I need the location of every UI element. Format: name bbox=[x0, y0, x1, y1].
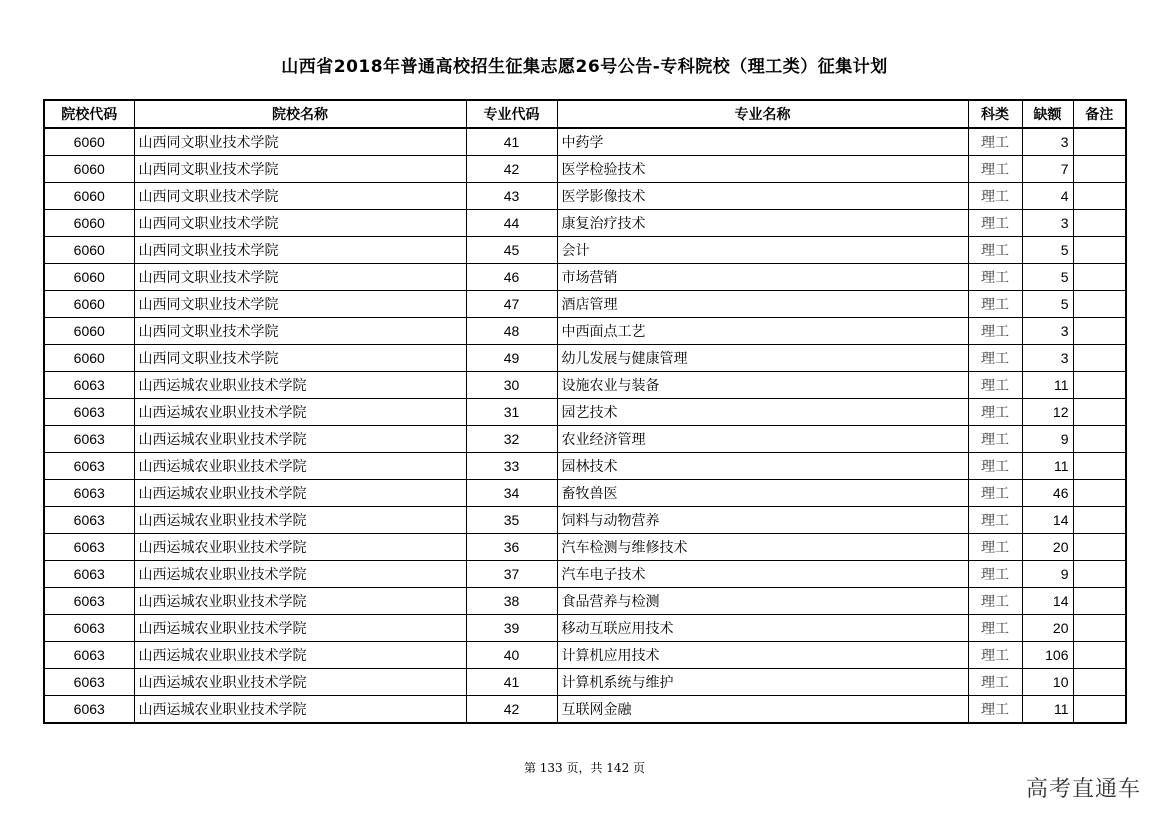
cell-school-code: 6063 bbox=[44, 669, 134, 696]
cell-vacancies: 3 bbox=[1022, 210, 1073, 237]
cell-school-code: 6063 bbox=[44, 615, 134, 642]
cell-school-code: 6060 bbox=[44, 291, 134, 318]
table-row bbox=[44, 291, 1126, 318]
cell-vacancies: 4 bbox=[1022, 183, 1073, 210]
cell-school-name: 山西运城农业职业技术学院 bbox=[134, 453, 466, 480]
cell-major-name: 幼儿发展与健康管理 bbox=[557, 345, 968, 372]
cell-school-code: 6063 bbox=[44, 480, 134, 507]
cell-school-code: 6060 bbox=[44, 128, 134, 156]
cell-school-name: 山西运城农业职业技术学院 bbox=[134, 615, 466, 642]
cell-category: 理工 bbox=[968, 318, 1022, 345]
cell-school-code: 6060 bbox=[44, 210, 134, 237]
cell-notes bbox=[1073, 507, 1126, 534]
cell-vacancies: 11 bbox=[1022, 696, 1073, 724]
cell-major-code: 47 bbox=[466, 291, 557, 318]
cell-school-name: 山西运城农业职业技术学院 bbox=[134, 507, 466, 534]
table-row bbox=[44, 372, 1126, 399]
cell-major-name: 计算机系统与维护 bbox=[557, 669, 968, 696]
cell-major-code: 49 bbox=[466, 345, 557, 372]
cell-school-name: 山西运城农业职业技术学院 bbox=[134, 696, 466, 724]
cell-category: 理工 bbox=[968, 453, 1022, 480]
cell-major-name: 设施农业与装备 bbox=[557, 372, 968, 399]
cell-school-name: 山西同文职业技术学院 bbox=[134, 264, 466, 291]
cell-category: 理工 bbox=[968, 588, 1022, 615]
cell-school-name: 山西同文职业技术学院 bbox=[134, 128, 466, 156]
table-header-row bbox=[44, 100, 1126, 128]
cell-school-code: 6063 bbox=[44, 642, 134, 669]
table-row bbox=[44, 399, 1126, 426]
cell-notes bbox=[1073, 183, 1126, 210]
cell-school-name: 山西同文职业技术学院 bbox=[134, 156, 466, 183]
cell-school-code: 6063 bbox=[44, 399, 134, 426]
cell-vacancies: 9 bbox=[1022, 426, 1073, 453]
cell-vacancies: 3 bbox=[1022, 345, 1073, 372]
cell-notes bbox=[1073, 588, 1126, 615]
cell-school-code: 6063 bbox=[44, 561, 134, 588]
table-row bbox=[44, 480, 1126, 507]
cell-category: 理工 bbox=[968, 156, 1022, 183]
cell-category: 理工 bbox=[968, 561, 1022, 588]
cell-school-code: 6063 bbox=[44, 453, 134, 480]
cell-school-name: 山西同文职业技术学院 bbox=[134, 210, 466, 237]
table-row bbox=[44, 453, 1126, 480]
cell-notes bbox=[1073, 264, 1126, 291]
cell-category: 理工 bbox=[968, 210, 1022, 237]
cell-major-name: 汽车检测与维修技术 bbox=[557, 534, 968, 561]
cell-school-code: 6063 bbox=[44, 372, 134, 399]
cell-major-name: 酒店管理 bbox=[557, 291, 968, 318]
cell-major-code: 35 bbox=[466, 507, 557, 534]
table-row bbox=[44, 426, 1126, 453]
cell-school-code: 6063 bbox=[44, 588, 134, 615]
cell-school-name: 山西运城农业职业技术学院 bbox=[134, 372, 466, 399]
cell-major-code: 40 bbox=[466, 642, 557, 669]
cell-vacancies: 46 bbox=[1022, 480, 1073, 507]
cell-notes bbox=[1073, 453, 1126, 480]
cell-vacancies: 14 bbox=[1022, 507, 1073, 534]
table-row bbox=[44, 642, 1126, 669]
cell-category: 理工 bbox=[968, 534, 1022, 561]
cell-notes bbox=[1073, 291, 1126, 318]
cell-category: 理工 bbox=[968, 372, 1022, 399]
cell-major-code: 46 bbox=[466, 264, 557, 291]
cell-major-name: 中西面点工艺 bbox=[557, 318, 968, 345]
table-row bbox=[44, 237, 1126, 264]
cell-vacancies: 3 bbox=[1022, 318, 1073, 345]
cell-school-code: 6063 bbox=[44, 507, 134, 534]
cell-major-name: 园艺技术 bbox=[557, 399, 968, 426]
cell-major-name: 汽车电子技术 bbox=[557, 561, 968, 588]
cell-major-code: 38 bbox=[466, 588, 557, 615]
cell-vacancies: 20 bbox=[1022, 534, 1073, 561]
cell-vacancies: 20 bbox=[1022, 615, 1073, 642]
cell-major-name: 医学影像技术 bbox=[557, 183, 968, 210]
cell-vacancies: 3 bbox=[1022, 128, 1073, 156]
cell-school-name: 山西运城农业职业技术学院 bbox=[134, 588, 466, 615]
cell-notes bbox=[1073, 696, 1126, 724]
table-row bbox=[44, 156, 1126, 183]
cell-category: 理工 bbox=[968, 696, 1022, 724]
cell-notes bbox=[1073, 642, 1126, 669]
table-row bbox=[44, 534, 1126, 561]
cell-vacancies: 10 bbox=[1022, 669, 1073, 696]
table-row bbox=[44, 264, 1126, 291]
cell-school-code: 6063 bbox=[44, 534, 134, 561]
cell-vacancies: 5 bbox=[1022, 291, 1073, 318]
cell-school-code: 6060 bbox=[44, 264, 134, 291]
cell-major-name: 市场营销 bbox=[557, 264, 968, 291]
cell-notes bbox=[1073, 615, 1126, 642]
enrollment-plan-table bbox=[43, 99, 1127, 724]
cell-major-name: 中药学 bbox=[557, 128, 968, 156]
cell-school-code: 6060 bbox=[44, 345, 134, 372]
cell-vacancies: 9 bbox=[1022, 561, 1073, 588]
cell-major-code: 44 bbox=[466, 210, 557, 237]
table-row bbox=[44, 507, 1126, 534]
cell-school-code: 6060 bbox=[44, 156, 134, 183]
cell-school-name: 山西运城农业职业技术学院 bbox=[134, 534, 466, 561]
col-header-school-code: 院校代码 bbox=[44, 100, 134, 128]
table-row bbox=[44, 183, 1126, 210]
table-body bbox=[44, 128, 1126, 723]
cell-major-code: 43 bbox=[466, 183, 557, 210]
cell-category: 理工 bbox=[968, 669, 1022, 696]
cell-vacancies: 11 bbox=[1022, 372, 1073, 399]
cell-school-name: 山西运城农业职业技术学院 bbox=[134, 669, 466, 696]
cell-major-code: 31 bbox=[466, 399, 557, 426]
cell-category: 理工 bbox=[968, 291, 1022, 318]
col-header-category: 科类 bbox=[968, 100, 1022, 128]
cell-vacancies: 7 bbox=[1022, 156, 1073, 183]
cell-notes bbox=[1073, 426, 1126, 453]
cell-major-code: 33 bbox=[466, 453, 557, 480]
table-row bbox=[44, 615, 1126, 642]
col-header-vacancies: 缺额 bbox=[1022, 100, 1073, 128]
cell-category: 理工 bbox=[968, 237, 1022, 264]
cell-school-name: 山西运城农业职业技术学院 bbox=[134, 561, 466, 588]
table-row bbox=[44, 588, 1126, 615]
cell-school-name: 山西运城农业职业技术学院 bbox=[134, 480, 466, 507]
cell-major-code: 30 bbox=[466, 372, 557, 399]
cell-notes bbox=[1073, 480, 1126, 507]
table-row bbox=[44, 210, 1126, 237]
cell-category: 理工 bbox=[968, 642, 1022, 669]
cell-major-name: 移动互联应用技术 bbox=[557, 615, 968, 642]
cell-category: 理工 bbox=[968, 615, 1022, 642]
table-row bbox=[44, 345, 1126, 372]
cell-category: 理工 bbox=[968, 128, 1022, 156]
cell-category: 理工 bbox=[968, 264, 1022, 291]
cell-major-name: 农业经济管理 bbox=[557, 426, 968, 453]
cell-category: 理工 bbox=[968, 399, 1022, 426]
cell-vacancies: 11 bbox=[1022, 453, 1073, 480]
cell-notes bbox=[1073, 345, 1126, 372]
table-row bbox=[44, 561, 1126, 588]
col-header-notes: 备注 bbox=[1073, 100, 1126, 128]
watermark-logo: 高考直通车 bbox=[1025, 777, 1141, 802]
cell-notes bbox=[1073, 128, 1126, 156]
cell-school-code: 6060 bbox=[44, 237, 134, 264]
table-row bbox=[44, 318, 1126, 345]
cell-major-name: 会计 bbox=[557, 237, 968, 264]
cell-vacancies: 12 bbox=[1022, 399, 1073, 426]
cell-notes bbox=[1073, 210, 1126, 237]
cell-major-name: 食品营养与检测 bbox=[557, 588, 968, 615]
cell-school-code: 6060 bbox=[44, 183, 134, 210]
cell-notes bbox=[1073, 156, 1126, 183]
cell-notes bbox=[1073, 237, 1126, 264]
cell-major-name: 康复治疗技术 bbox=[557, 210, 968, 237]
cell-vacancies: 5 bbox=[1022, 237, 1073, 264]
cell-major-name: 互联网金融 bbox=[557, 696, 968, 724]
cell-major-code: 39 bbox=[466, 615, 557, 642]
col-header-major-name: 专业名称 bbox=[557, 100, 968, 128]
cell-notes bbox=[1073, 399, 1126, 426]
cell-category: 理工 bbox=[968, 426, 1022, 453]
cell-school-name: 山西同文职业技术学院 bbox=[134, 345, 466, 372]
cell-school-name: 山西运城农业职业技术学院 bbox=[134, 642, 466, 669]
cell-major-code: 34 bbox=[466, 480, 557, 507]
table-row bbox=[44, 128, 1126, 156]
page-title: 山西省2018年普通高校招生征集志愿26号公告-专科院校（理工类）征集计划 bbox=[281, 57, 888, 77]
cell-category: 理工 bbox=[968, 183, 1022, 210]
cell-major-name: 计算机应用技术 bbox=[557, 642, 968, 669]
cell-school-name: 山西运城农业职业技术学院 bbox=[134, 426, 466, 453]
cell-school-code: 6060 bbox=[44, 318, 134, 345]
cell-notes bbox=[1073, 561, 1126, 588]
cell-notes bbox=[1073, 318, 1126, 345]
cell-major-code: 42 bbox=[466, 156, 557, 183]
cell-major-code: 41 bbox=[466, 128, 557, 156]
cell-major-code: 32 bbox=[466, 426, 557, 453]
cell-category: 理工 bbox=[968, 345, 1022, 372]
col-header-major-code: 专业代码 bbox=[466, 100, 557, 128]
cell-major-name: 医学检验技术 bbox=[557, 156, 968, 183]
cell-major-code: 41 bbox=[466, 669, 557, 696]
cell-major-code: 48 bbox=[466, 318, 557, 345]
cell-category: 理工 bbox=[968, 507, 1022, 534]
cell-notes bbox=[1073, 669, 1126, 696]
cell-school-name: 山西同文职业技术学院 bbox=[134, 318, 466, 345]
cell-vacancies: 14 bbox=[1022, 588, 1073, 615]
cell-school-code: 6063 bbox=[44, 426, 134, 453]
cell-school-name: 山西同文职业技术学院 bbox=[134, 237, 466, 264]
cell-notes bbox=[1073, 372, 1126, 399]
cell-school-name: 山西同文职业技术学院 bbox=[134, 291, 466, 318]
cell-school-name: 山西运城农业职业技术学院 bbox=[134, 399, 466, 426]
cell-major-name: 饲料与动物营养 bbox=[557, 507, 968, 534]
cell-major-code: 42 bbox=[466, 696, 557, 724]
cell-category: 理工 bbox=[968, 480, 1022, 507]
cell-major-code: 45 bbox=[466, 237, 557, 264]
col-header-school-name: 院校名称 bbox=[134, 100, 466, 128]
table-row bbox=[44, 669, 1126, 696]
cell-notes bbox=[1073, 534, 1126, 561]
page-footer: 第 133 页，共 142 页 bbox=[523, 761, 646, 775]
cell-major-name: 园林技术 bbox=[557, 453, 968, 480]
cell-major-name: 畜牧兽医 bbox=[557, 480, 968, 507]
cell-vacancies: 5 bbox=[1022, 264, 1073, 291]
cell-major-code: 37 bbox=[466, 561, 557, 588]
cell-vacancies: 106 bbox=[1022, 642, 1073, 669]
cell-school-name: 山西同文职业技术学院 bbox=[134, 183, 466, 210]
table-row bbox=[44, 696, 1126, 724]
cell-school-code: 6063 bbox=[44, 696, 134, 724]
cell-major-code: 36 bbox=[466, 534, 557, 561]
